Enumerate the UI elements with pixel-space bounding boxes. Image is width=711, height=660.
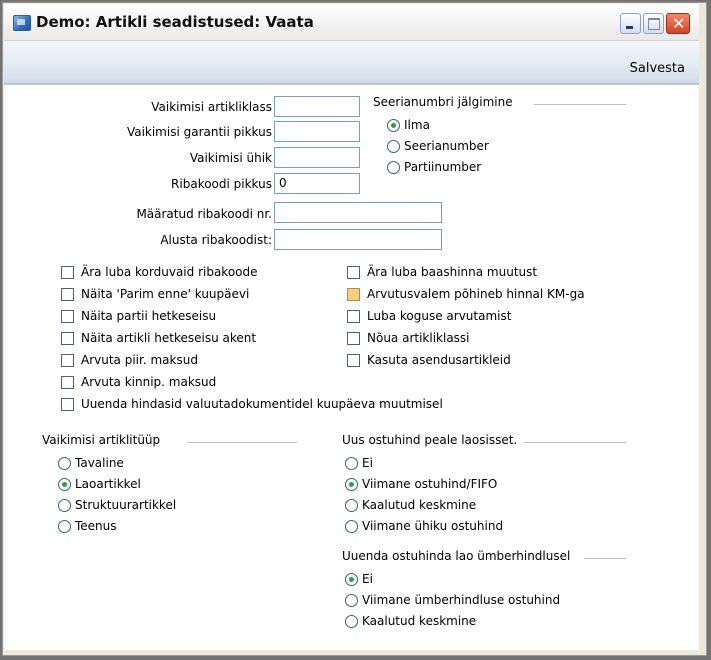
- settings-form: [4, 84, 699, 650]
- serial-tracking-divider: [534, 104, 626, 105]
- radio-type-service-label: Teenus: [75, 519, 117, 533]
- radio-reval-weighted-avg-label: Kaalutud keskmine: [362, 614, 477, 628]
- radio-serial-number[interactable]: [387, 140, 400, 153]
- checkbox-allow-quantity-calc[interactable]: [347, 310, 360, 323]
- checkbox-use-substitute-items-label: Kasuta asendusartikleid: [367, 353, 511, 367]
- radio-type-normal-label: Tavaline: [75, 456, 124, 470]
- checkbox-show-best-before-label: Näita 'Parim enne' kuupäevi: [81, 287, 250, 301]
- checkbox-formula-price-with-vat[interactable]: [347, 288, 360, 301]
- radio-reval-weighted-avg[interactable]: [345, 615, 358, 628]
- title-bar[interactable]: [4, 4, 699, 41]
- radio-type-service[interactable]: [58, 520, 71, 533]
- minimize-icon[interactable]: [620, 13, 641, 34]
- checkbox-require-item-class[interactable]: [347, 332, 360, 345]
- field-label-default-unit: Vaikimisi ühik: [189, 151, 272, 165]
- checkbox-calc-border-taxes-label: Arvuta piir. maksud: [81, 353, 198, 367]
- default-item-class-field[interactable]: [274, 96, 360, 117]
- checkbox-calc-border-taxes[interactable]: [61, 354, 74, 367]
- checkbox-no-base-price-change[interactable]: [347, 266, 360, 279]
- radio-batch-number[interactable]: [387, 161, 400, 174]
- radio-purchase-last-unit-label: Viimane ühiku ostuhind: [362, 519, 504, 533]
- radio-type-structured[interactable]: [58, 499, 71, 512]
- radio-purchase-weighted-avg[interactable]: [345, 499, 358, 512]
- default-unit-field[interactable]: [274, 147, 360, 168]
- maximize-icon[interactable]: [643, 13, 664, 34]
- radio-type-stock[interactable]: [58, 478, 71, 491]
- radio-reval-no-label: Ei: [362, 572, 373, 586]
- purchase-price-divider: [524, 442, 626, 443]
- radio-reval-last[interactable]: [345, 594, 358, 607]
- revaluation-divider: [584, 558, 626, 559]
- radio-purchase-no[interactable]: [345, 457, 358, 470]
- item-type-title: Vaikimisi artiklitüüp: [42, 433, 161, 447]
- field-label-start-barcode: Alusta ribakoodist:: [160, 233, 272, 247]
- radio-batch-number-label: Partiinumber: [404, 160, 482, 174]
- warranty-length-field[interactable]: [274, 121, 360, 142]
- checkbox-formula-price-with-vat-label: Arvutusvalem põhineb hinnal KM-ga: [367, 287, 585, 301]
- radio-reval-last-label: Viimane ümberhindluse ostuhind: [362, 593, 561, 607]
- checkbox-calc-withheld-taxes-label: Arvuta kinnip. maksud: [81, 375, 217, 389]
- field-label-warranty-length: Vaikimisi garantii pikkus: [126, 125, 272, 139]
- field-label-barcode-length: Ribakoodi pikkus: [171, 177, 272, 191]
- window-title: Demo: Artikli seadistused: Vaata: [36, 13, 314, 31]
- assigned-barcode-field[interactable]: [274, 202, 442, 223]
- radio-type-normal[interactable]: [58, 457, 71, 470]
- checkbox-update-prices-currency[interactable]: [61, 398, 74, 411]
- radio-reval-no[interactable]: [345, 573, 358, 586]
- checkbox-calc-withheld-taxes[interactable]: [61, 376, 74, 389]
- radio-serial-none-label: Ilma: [404, 118, 430, 132]
- radio-purchase-last-unit[interactable]: [345, 520, 358, 533]
- toolbar: [4, 41, 699, 84]
- close-icon[interactable]: ✕: [666, 13, 690, 34]
- checkbox-no-duplicate-barcodes-label: Ära luba korduvaid ribakoode: [81, 265, 258, 279]
- radio-serial-number-label: Seerianumber: [404, 139, 489, 153]
- field-label-default-item-class: Vaikimisi artikliklass: [151, 100, 272, 114]
- radio-purchase-no-label: Ei: [362, 456, 373, 470]
- checkbox-show-batch-stock[interactable]: [61, 310, 74, 323]
- field-label-assigned-barcode: Määratud ribakoodi nr.: [136, 207, 272, 221]
- serial-tracking-title: Seerianumbri jälgimine: [373, 95, 513, 109]
- checkbox-no-base-price-change-label: Ära luba baashinna muutust: [367, 265, 538, 279]
- start-barcode-field[interactable]: [274, 229, 442, 250]
- revaluation-title: Uuenda ostuhinda lao ümberhindlusel: [342, 549, 571, 563]
- checkbox-show-item-stock-window[interactable]: [61, 332, 74, 345]
- checkbox-show-batch-stock-label: Näita partii hetkeseisu: [81, 309, 217, 323]
- radio-serial-none[interactable]: [387, 119, 400, 132]
- radio-purchase-last-fifo[interactable]: [345, 478, 358, 491]
- purchase-price-title: Uus ostuhind peale laosisset.: [342, 433, 518, 447]
- barcode-length-field[interactable]: 0: [274, 173, 360, 194]
- app-icon: [13, 15, 31, 31]
- checkbox-show-best-before[interactable]: [61, 288, 74, 301]
- checkbox-allow-quantity-calc-label: Luba koguse arvutamist: [367, 309, 512, 323]
- checkbox-update-prices-currency-label: Uuenda hindasid valuutadokumentidel kuupäeva muutmisel: [81, 397, 443, 411]
- checkbox-no-duplicate-barcodes[interactable]: [61, 266, 74, 279]
- radio-purchase-last-fifo-label: Viimane ostuhind/FIFO: [362, 477, 498, 491]
- checkbox-show-item-stock-window-label: Näita artikli hetkeseisu akent: [81, 331, 257, 345]
- radio-type-stock-label: Laoartikkel: [75, 477, 141, 491]
- save-button[interactable]: Salvesta: [629, 61, 685, 76]
- checkbox-require-item-class-label: Nõua artikliklassi: [367, 331, 470, 345]
- checkbox-use-substitute-items[interactable]: [347, 354, 360, 367]
- radio-purchase-weighted-avg-label: Kaalutud keskmine: [362, 498, 477, 512]
- radio-type-structured-label: Struktuurartikkel: [75, 498, 177, 512]
